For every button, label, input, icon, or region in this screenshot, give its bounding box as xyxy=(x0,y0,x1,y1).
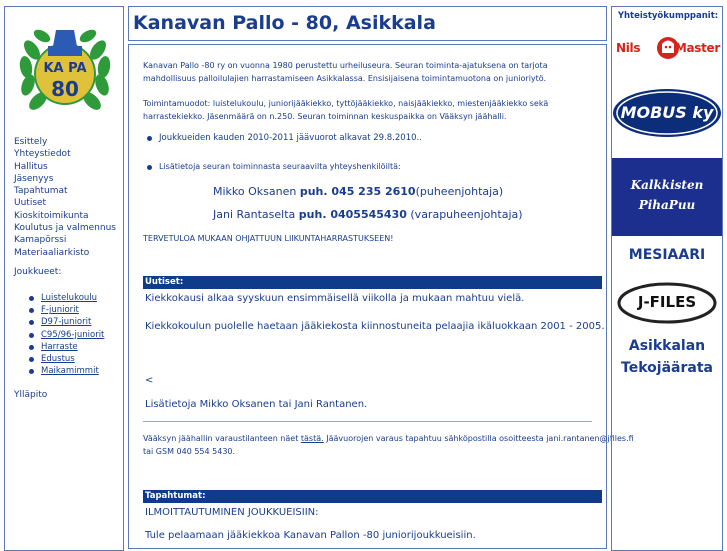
sponsor-3-line-2: PihaPuu xyxy=(638,198,696,212)
team-item-c95-96-juniorit[interactable]: C95/96-juniorit xyxy=(29,329,104,341)
sponsor-6-line-2[interactable]: Tekojäärata xyxy=(621,360,713,376)
nav-item-materiaaliarkisto[interactable]: Materiaaliarkisto xyxy=(14,247,90,258)
nav-item-yhteystiedot[interactable]: Yhteystiedot xyxy=(14,149,71,160)
sponsor-mesiaari[interactable]: MESIAARI xyxy=(628,247,706,263)
club-logo[interactable] xyxy=(12,12,118,126)
sponsor-5-text: J-FILES xyxy=(637,293,697,311)
contact-2-phone: puh. 0405545430 xyxy=(298,208,407,221)
reservation-line-2: Jäävuorojen varaus tapahtuu sähköpostilla osoitteesta jani.rantanen@jfiles.fi xyxy=(326,434,634,443)
partners-title: Yhteistyökumppanit: xyxy=(617,11,719,21)
sponsor-j-files[interactable] xyxy=(612,279,722,327)
contact-1-role: (puheenjohtaja) xyxy=(415,185,504,198)
club-logo-icon xyxy=(12,12,118,126)
nav-item-esittely[interactable]: Esittely xyxy=(14,137,48,147)
nav-item-jasenyys[interactable]: Jäsenyys xyxy=(14,173,54,184)
nav-item-koulutus[interactable]: Koulutus ja valmennus xyxy=(14,223,116,234)
team-item-edustus[interactable]: Edustus xyxy=(29,353,104,365)
welcome-text: TERVETULOA MUKAAN OHJATTUUN LIIKUNTAHARRASTUKSEEN! xyxy=(143,234,394,243)
intro-paragraph-2: Toimintamuodot: luistelukoulu, juniorijääkiekko, tyttöjääkiekko, naisjääkiekko, miestenjääkiekko sekä harrastekiekko. Jäsenmäärä on n.250. Seuran toiminnan keskuspaikka on Vääksyn jäähalli. xyxy=(143,99,549,121)
contact-1 xyxy=(213,185,503,198)
team-item-d97-juniorit[interactable]: D97-juniorit xyxy=(29,316,104,328)
events-item-2: Tule pelaamaan jääkiekkoa Kanavan Pallon -80 juniorijoukkueisiin. xyxy=(145,530,476,541)
nav-item-hallitus[interactable]: Hallitus xyxy=(14,161,48,172)
reservation-text xyxy=(143,432,634,445)
right-sidebar xyxy=(611,6,723,551)
divider xyxy=(143,421,592,422)
teams-label: Joukkueet: xyxy=(14,267,62,277)
sponsor-nils-master[interactable] xyxy=(612,31,722,65)
sponsor-2-text: MOBUS ky xyxy=(620,103,714,122)
contact-2-role: (varapuheenjohtaja) xyxy=(410,208,523,221)
team-item-harraste[interactable]: Harraste xyxy=(29,341,104,353)
news-item-1: Kiekkokausi alkaa syyskuun ensimmäisellä viikolla ja mukaan mahtuu vielä. xyxy=(145,293,525,304)
bullet-contacts: Lisätietoja seuran toiminnasta seuraavilta yhteyshenkilöiltä: xyxy=(159,162,401,171)
news-item-4: Lisätietoja Mikko Oksanen tai Jani Rantanen. xyxy=(145,399,368,410)
main-content xyxy=(128,44,634,549)
nav-item-uutiset[interactable]: Uutiset xyxy=(14,198,47,209)
reservation-phone: tai GSM 040 554 5430. xyxy=(143,447,236,456)
left-sidebar xyxy=(4,6,124,551)
sponsor-3-line-1: Kalkkisten xyxy=(630,178,704,192)
main-nav xyxy=(14,136,116,259)
news-item-3: < xyxy=(145,375,154,386)
team-item-luistelukoulu[interactable]: Luistelukoulu xyxy=(29,292,104,304)
nav-item-kioskitoimikunta[interactable]: Kioskitoimikunta xyxy=(14,210,89,221)
sponsor-kalkkisten-pihapuu[interactable] xyxy=(612,158,722,236)
contact-2-name: Jani Rantaselta xyxy=(213,208,296,221)
contact-1-name: Mikko Oksanen xyxy=(213,185,297,198)
reservation-line-1: Vääksyn jäähallin varaustilanteen näet xyxy=(143,434,299,443)
nav-item-yllapito[interactable]: Ylläpito xyxy=(14,390,48,400)
news-header: Uutiset: xyxy=(143,276,602,289)
nav-item-kamaporssi[interactable]: Kamapörssi xyxy=(14,235,67,246)
news-item-2: Kiekkokoulun puolelle haetaan jääkiekosta kiinnostuneita pelaajia ikäluokkaan 2001 - 2005. xyxy=(145,321,605,332)
reservation-link[interactable]: tästä. xyxy=(300,434,324,443)
team-item-maikamimmit[interactable]: Maikamimmit xyxy=(29,365,104,377)
team-item-f-juniorit[interactable]: F-juniorit xyxy=(29,304,104,316)
contact-1-phone: puh. 045 235 2610 xyxy=(299,185,416,198)
teams-list xyxy=(29,292,104,377)
title-box xyxy=(128,6,607,41)
sponsor-1-text: Nils Master xyxy=(616,41,720,55)
contact-2 xyxy=(213,208,523,221)
events-header: Tapahtumat: xyxy=(143,490,602,503)
sponsor-6-line-1[interactable]: Asikkalan xyxy=(628,338,706,354)
intro-paragraph-1: Kanavan Pallo -80 ry on vuonna 1980 perustettu urheiluseura. Seuran toiminta-ajatuksena on tarjota mahdollisuus palloilulajien harrastamiseen Asikkalassa. Ensisijaisena toimintamuotona on junioriytö. xyxy=(143,61,548,83)
bullet-season: Joukkueiden kauden 2010-2011 jäävuorot alkavat 29.8.2010.. xyxy=(159,133,422,143)
sponsor-mobus[interactable] xyxy=(612,73,722,149)
nav-item-tapahtumat[interactable]: Tapahtumat xyxy=(14,186,68,197)
events-item-1: ILMOITTAUTUMINEN JOUKKUEISIIN: xyxy=(145,507,319,518)
svg-text:KA PA: KA PA xyxy=(43,61,87,76)
page-title: Kanavan Pallo - 80, Asikkala xyxy=(133,12,436,34)
svg-text:80: 80 xyxy=(51,77,79,101)
